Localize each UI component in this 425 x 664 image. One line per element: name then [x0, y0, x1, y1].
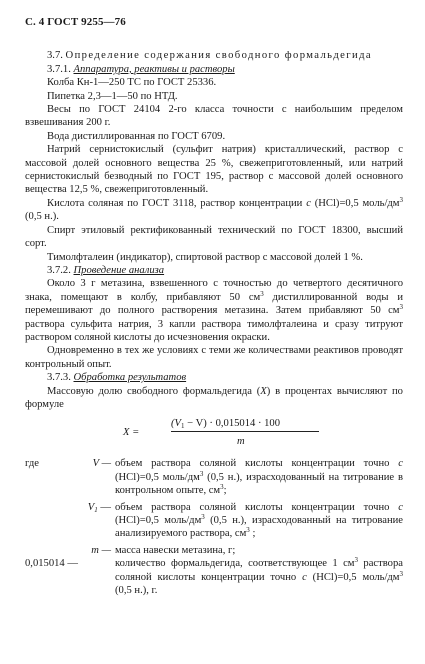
reagent-water: Вода дистиллированная по ГОСТ 6709. [47, 130, 226, 142]
fraction-bar [171, 431, 319, 432]
reagent-thymolphthalein: Тимолфталеин (индикатор), спиртовой раствор с массовой долей 1 %. [47, 251, 363, 263]
where-label: где [25, 458, 39, 470]
section-3-7-2-heading [25, 264, 403, 277]
section-title: Проведение анализа [73, 264, 165, 276]
calculation-intro: Массовую долю свободного формальдегида (X) в процентах вычисляют по формуле [25, 385, 403, 410]
section-title: Определение содержания свободного формальдегида [65, 50, 372, 62]
definition-constant [25, 557, 403, 597]
reagent-ethanol: Спирт этиловый ректификованный технический по ГОСТ 18300, высший сорт. [25, 224, 403, 250]
section-number: 3.7.2. [47, 264, 71, 276]
formula [25, 413, 403, 453]
symbol: $V_1$ — [87, 501, 111, 514]
formula-numerator: $(V_1 - V) \cdot 0,015014 \cdot 100$ [171, 418, 281, 431]
control-test-paragraph: Одновременно в тех же условиях с теми же количествами реактивов проводят контрольный опыт. [25, 345, 403, 370]
section-3-7-1-heading [25, 63, 403, 76]
section-number: 3.7. [47, 50, 63, 62]
reagent-scales: Весы по ГОСТ 24104 2-го класса точности с наибольшим пределом взвешивания 200 г. [25, 104, 403, 129]
definition-v [25, 457, 403, 497]
reagent-pipette: Пипетка 2,3—1—50 по НТД. [47, 90, 178, 102]
definition-m [25, 544, 403, 557]
section-number: 3.7.3. [47, 372, 71, 384]
symbol: m — [91, 544, 111, 556]
definition-text: масса навески метазина, г; [115, 544, 236, 556]
formula-denominator: m [237, 436, 245, 448]
reagent-sodium-sulfite: Натрий сернистокислый (сульфит натрия) кристаллический, раствор с массовой долей основного вещества 25 %, свежеприготовленный, или натрий сернистокислый безводный по ГОСТ 195, раствор с массовой долей основного вещества 12,5 %, свежеприготовленный. [25, 144, 403, 196]
constant-label: 0,015014 — [25, 558, 78, 570]
section-title: Аппаратура, реактивы и растворы [73, 63, 235, 75]
symbol: V — [92, 458, 111, 470]
analysis-paragraph: Около 3 г метазина, взвешенного с точностью до четвертого десятичного знака, помещают в колбу, прибавляют 50 $см^3$ дистиллированной воды и перемешивают до полного растворения метазина. Затем прибавляют 50 $см^3$ раствора сульфита натрия, 3 капли раствора тимолфталеина и сразу титруют раствором соляной кислоты до исчезновения окраски. [25, 278, 404, 343]
section-title: Обработка результатов [73, 372, 187, 384]
reagent-hydrochloric-acid: Кислота соляная по ГОСТ 3118, раствор концентрации c (HCl)=0,5 моль/$дм^3$ (0,5 н.). [25, 195, 403, 223]
section-number: 3.7.1. [47, 63, 71, 75]
definition-v1 [25, 501, 403, 541]
definitions [25, 457, 403, 597]
document-page [25, 16, 403, 597]
definition-text: объем раствора соляной кислоты концентрации точно c (HCl)=0,5 моль/$дм^3$ (0,5 н.), израсходованный на титрование в контрольном опыте, $см^3$; [115, 458, 403, 497]
formula-lhs: X = [123, 427, 140, 439]
section-3-7-heading [25, 49, 403, 62]
definition-text: объем раствора соляной кислоты концентрации точно c (HCl)=0,5 моль/$дм^3$ (0,5 н.), израсходованный на титрование анализируемого раствора, $см^3$ ; [115, 501, 403, 540]
reagent-flask: Колба Кн-1—250 ТС по ГОСТ 25336. [47, 77, 217, 89]
definition-text: количество формальдегида, соответствующее 1 $см^3$ раствора соляной кислоты концентрации точно c (HCl)=0,5 моль/$дм^3$ (0,5 н.), г. [115, 556, 404, 597]
page-header: С. 4 ГОСТ 9255—76 [25, 16, 126, 28]
section-3-7-3-heading [25, 371, 403, 384]
